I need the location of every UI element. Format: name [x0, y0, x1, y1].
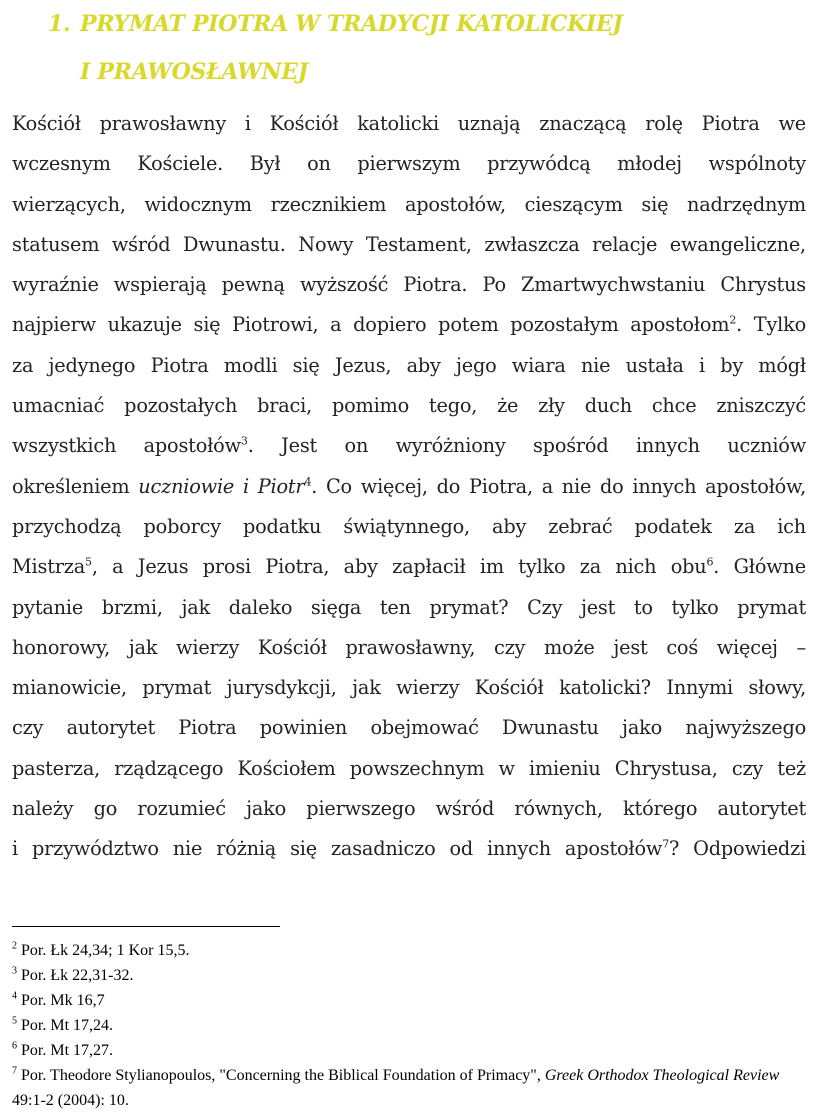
body-text-run: , a Jezus prosi Piotra, aby zapłacił im tylko za nich obu: [91, 555, 707, 579]
footnote-number: 5: [12, 1015, 17, 1027]
footnote: [12, 1013, 802, 1038]
heading-number: 1.: [48, 11, 71, 37]
body-text-run: ? Odpowiedzi: [669, 837, 806, 861]
body-line: mianowicie, prymat jurysdykcji, jak wierzy Kościół katolicki? Innymi słowy,: [12, 676, 806, 700]
footnote-number: 2: [12, 940, 17, 952]
body-text-run: . Tylko: [736, 313, 806, 337]
footnote-ref[interactable]: 7: [662, 837, 670, 851]
footnote-text: Por. Mt 17,24.: [21, 1017, 114, 1034]
body-line: przychodzą poborcy podatku świątynnego, aby zebrać podatek za ich: [12, 514, 806, 538]
footnote-number: 6: [12, 1040, 17, 1052]
body-line: pytanie brzmi, jak daleko sięga ten prymat? Czy jest to tylko prymat: [12, 595, 806, 619]
body-line: Kościół prawosławny i Kościół katolicki uznają znaczącą rolę Piotra we: [12, 112, 806, 135]
body-line: statusem wśród Dwunastu. Nowy Testament, zwłaszcza relacje ewangeliczne,: [12, 232, 806, 256]
footnote: [12, 938, 802, 963]
body-text-run: Mistrza: [12, 555, 86, 579]
body-line: honorowy, jak wierzy Kościół prawosławny, czy może jest coś więcej –: [12, 635, 806, 659]
heading-line-1: PRYMAT PIOTRA W TRADYCJI KATOLICKIEJ: [80, 11, 623, 37]
footnote-ref[interactable]: 3: [240, 434, 248, 448]
body-line: umacniać pozostałych braci, pomimo tego, że zły duch chce zniszczyć: [12, 394, 806, 418]
footnote: [12, 963, 802, 988]
body-text-run: określeniem: [12, 474, 139, 498]
journal-title: Greek Orthodox Theological Review: [544, 1067, 780, 1084]
body-paragraph: [12, 104, 806, 870]
footnote-text: Por. Mk 16,7: [21, 992, 105, 1009]
footnote-ref[interactable]: 6: [706, 555, 714, 569]
body-line: [12, 547, 806, 587]
footnote: [12, 1063, 802, 1113]
footnote-text: Por. Theodore Stylianopoulos, "Concerning the Biblical Foundation of Primacy",: [21, 1067, 545, 1084]
footnote-separator: [12, 926, 280, 927]
body-line: wierzących, widocznym rzecznikiem apostołów, cieszącym się nadrzędnym: [12, 192, 806, 216]
body-text-run: i przywództwo nie różnią się zasadniczo od innych apostołów: [12, 837, 663, 861]
body-text-run: . Co więcej, do Piotra, a nie do innych apostołów,: [311, 474, 807, 498]
footnote: [12, 988, 802, 1013]
body-line: za jedynego Piotra modli się Jezus, aby jego wiara nie ustała i by mógł: [12, 353, 806, 377]
footnote-text: 49:1-2 (2004): 10.: [12, 1092, 129, 1109]
body-line: czy autorytet Piotra powinien obejmować Dwunastu jako najwyższego: [12, 716, 806, 740]
italic-term: uczniowie i Piotr: [138, 474, 305, 498]
body-text-run: . Jest on wyróżniony spośród innych uczniów: [247, 434, 806, 458]
footnote-ref[interactable]: 5: [85, 555, 92, 569]
body-line: wyraźnie wspierają pewną wyższość Piotra. Po Zmartwychwstaniu Chrystus: [12, 273, 806, 297]
body-line: pasterza, rządzącego Kościołem powszechnym w imieniu Chrystusa, czy też: [12, 756, 806, 780]
body-line: [12, 829, 806, 869]
footnote-number: 7: [12, 1065, 17, 1077]
body-line: [12, 305, 806, 345]
footnote-text: Por. Łk 24,34; 1 Kor 15,5.: [21, 942, 190, 959]
footnote-ref[interactable]: 2: [729, 314, 737, 328]
body-line: należy go rozumieć jako pierwszego wśród równych, którego autorytet: [12, 797, 806, 821]
footnote-number: 4: [12, 990, 17, 1002]
body-line: [12, 426, 806, 466]
body-text-run: najpierw ukazuje się Piotrowi, a dopiero potem pozostałym apostołom: [12, 313, 730, 337]
heading-line-2: I PRAWOSŁAWNEJ: [80, 59, 308, 85]
body-line: [12, 467, 806, 507]
body-line: wczesnym Kościele. Był on pierwszym przywódcą młodej wspólnoty: [12, 152, 806, 176]
section-heading: [48, 0, 808, 96]
body-text-run: . Główne: [713, 555, 806, 579]
footnote-ref[interactable]: 4: [304, 475, 312, 489]
footnotes: [12, 938, 802, 1113]
footnote-number: 3: [12, 965, 17, 977]
footnote-text: Por. Łk 22,31-32.: [21, 967, 134, 984]
body-text-run: wszystkich apostołów: [12, 434, 241, 458]
footnote: [12, 1038, 802, 1063]
footnote-text: Por. Mt 17,27.: [21, 1042, 114, 1059]
